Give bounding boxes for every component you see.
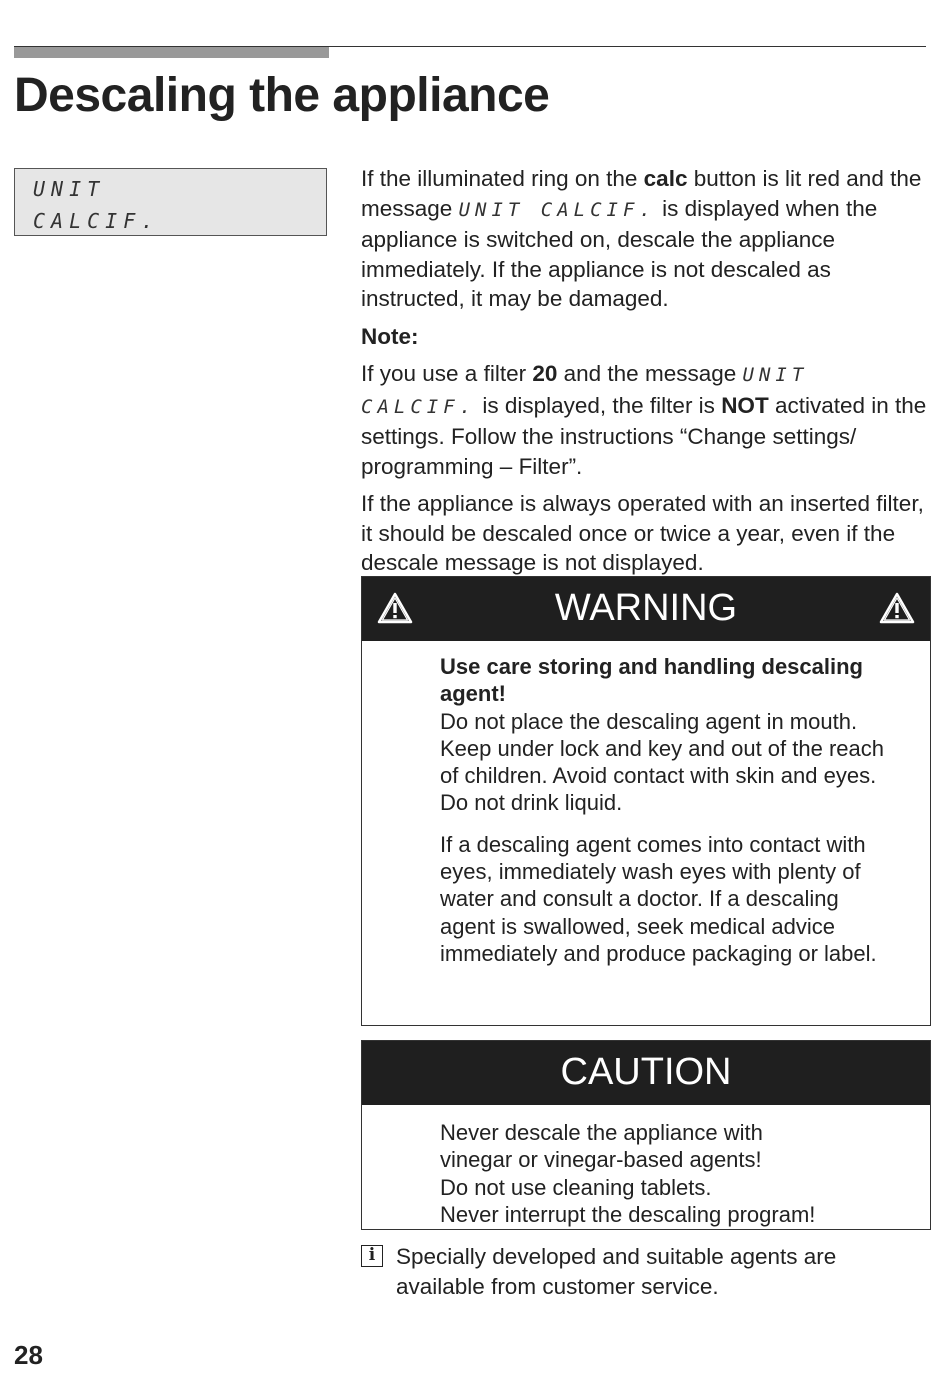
warning-text-2: If a descaling agent comes into contact with eyes, immediately wash eyes with plenty of water and consult a doctor. If a descaling agent is swallowed, seek medical advice immediately and produce packaging or label. [440, 831, 877, 966]
caution-heading: CAUTION [560, 1051, 732, 1093]
caution-panel [361, 1040, 931, 1230]
display-message-inline: UNIT CALCIF. [361, 364, 809, 418]
caution-line: Do not use cleaning tablets. [440, 1174, 712, 1200]
main-text-column [361, 164, 933, 586]
calc-button-label: calc [643, 166, 688, 191]
not-emphasis: NOT [721, 392, 769, 418]
warning-text-1: Use care storing and handling descaling agent! Do not place the descaling agent in mouth. Keep under lock and key and out of the reach of children. Avoid contact with skin and eyes. Do not drink liquid. [440, 653, 890, 817]
caution-line: Never interrupt the descaling program! [440, 1201, 816, 1227]
display-message-inline: UNIT CALCIF. [458, 198, 656, 221]
warning-heading: WARNING [554, 587, 738, 629]
warning-panel [361, 576, 931, 1026]
info-text: Specially developed and suitable agents are available from customer service. [396, 1244, 837, 1299]
warning-body [362, 641, 930, 967]
display-line-1: UNIT [33, 177, 106, 201]
display-message-box [14, 168, 327, 236]
caution-line: vinegar or vinegar-based agents! [440, 1147, 762, 1173]
header-rule-accent [14, 47, 329, 58]
page-number: 28 [14, 1340, 43, 1370]
intro-paragraph: If the illuminated ring on the calc button is lit red and the message UNIT CALCIF. is displayed when the appliance is switched on, descale the appliance immediately. If the appliance is not descaled as instructed, it may be damaged. [361, 166, 922, 311]
warning-triangle-icon [879, 591, 915, 625]
caution-body [362, 1105, 930, 1228]
warning-bold-line: Use care storing and handling descaling agent! [440, 654, 863, 707]
caution-line: Never descale the appliance with [440, 1120, 763, 1145]
note-heading: Note: [361, 323, 419, 349]
info-icon: i [361, 1245, 383, 1267]
page-title: Descaling the appliance [14, 69, 550, 122]
filter-paragraph: If the appliance is always operated with an inserted filter, it should be descaled once or twice a year, even if the descale message is not displayed. [361, 491, 924, 575]
caution-header [362, 1041, 930, 1105]
warning-triangle-icon [377, 591, 413, 625]
warning-header [362, 577, 930, 641]
display-line-2: CALCIF. [33, 209, 160, 233]
filter-number: 20 [532, 361, 558, 386]
note-paragraph: If you use a filter 20 and the message UNIT CALCIF. is displayed, the filter is NOT activated in the settings. Follow the instructions “Change settings/ programming – Filter”. [361, 361, 927, 479]
info-note [361, 1242, 931, 1301]
